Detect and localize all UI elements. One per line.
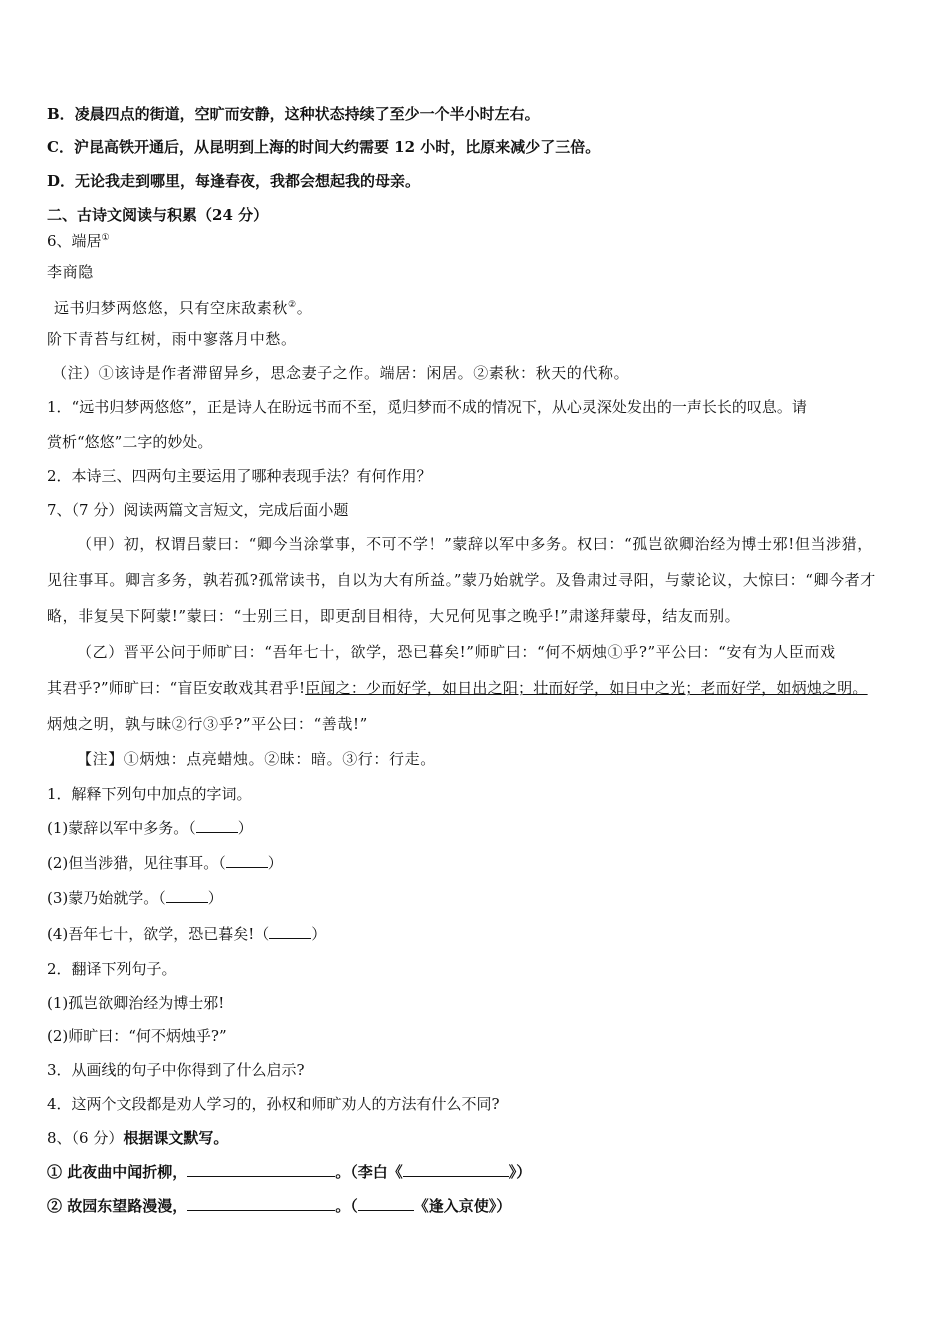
answer-blank-2[interactable] [226, 853, 268, 868]
item-1-text: (1)蒙辞以军中多务。（ [47, 819, 196, 837]
q7-sub1: 1．解释下列句中加点的字词。 [47, 785, 252, 803]
q6-sub1-line2: 赏析“悠悠”二字的妙处。 [47, 433, 213, 451]
item-1-close: ） [237, 819, 253, 837]
passage-yi-line1: （乙）晋平公问于师旷曰：“吾年七十，欲学，恐已暮矣!”师旷曰：“何不炳烛①乎?”平公曰：“安有为人臣而戏 [77, 643, 836, 661]
q7-sub1-item-3 [47, 888, 910, 908]
q8-line1-a: ① 此夜曲中闻折柳， [47, 1163, 188, 1181]
option-b: B．凌晨四点的街道，空旷而安静，这种状态持续了至少一个半小时左右。 [47, 105, 540, 123]
item-4-text: (4)吾年七十，欲学，恐已暮矣!（ [47, 925, 270, 943]
option-d: D．无论我走到哪里，每逢春夜，我都会想起我的母亲。 [47, 172, 421, 190]
passage-jia-line3: 略，非复吴下阿蒙!”蒙曰：“士别三日，即更刮目相待，大兄何见事之晚乎!”肃遂拜蒙母，结友而别。 [47, 607, 741, 625]
passage-note: 【注】①炳烛：点亮蜡烛。②昧：暗。③行：行走。 [77, 750, 436, 768]
q7-title: 7、（7 分）阅读两篇文言短文，完成后面小题 [47, 501, 349, 519]
q8-blank-3[interactable] [187, 1196, 335, 1211]
poem-author: 李商隐 [47, 263, 94, 281]
poem-line-2: 阶下青苔与红树，雨中寥落月中愁。 [47, 330, 297, 348]
q8-title-prefix: 8、（6 分） [47, 1129, 124, 1147]
q6-sub1-line1: 1．“远书归梦两悠悠”，正是诗人在盼远书而不至，觅归梦而不成的情况下，从心灵深处发出的一声长长的叹息。请 [47, 398, 807, 416]
passage-yi-line2-plain: 其君乎?”师旷曰：“盲臣安敢戏其君乎! [47, 679, 306, 697]
q8-line2-a: ② 故园东望路漫漫， [47, 1197, 188, 1215]
passage-yi-line2 [47, 678, 910, 698]
q7-sub3: 3．从画线的句子中你得到了什么启示? [47, 1061, 305, 1079]
section-2-title: 二、古诗文阅读与积累（24 分） [47, 206, 269, 224]
underlined-sentence: 臣闻之：少而好学，如日出之阳；壮而好学，如日中之光；老而好学，如炳烛之明。 [305, 679, 868, 697]
q6-sub2: 2．本诗三、四两句主要运用了哪种表现手法？有何作用？ [47, 467, 432, 485]
q8-line-2 [47, 1196, 910, 1216]
item-3-close: ） [207, 889, 223, 907]
poem-line-1 [54, 295, 910, 318]
item-2-close: ） [267, 854, 283, 872]
item-2-text: (2)但当涉猎，见往事耳。（ [47, 854, 226, 872]
q7-sub1-item-2 [47, 853, 910, 873]
q7-sub1-item-4 [47, 924, 910, 944]
poem-note-mark: ② [288, 300, 297, 310]
q8-blank-2[interactable] [403, 1162, 509, 1177]
passage-jia-line2: 见往事耳。卿言多务，孰若孤?孤常读书，自以为大有所益。”蒙乃始就学。及鲁肃过寻阳，与蒙论议，大惊曰：“卿今者才 [47, 571, 876, 589]
q6-title-text: 6、端居 [47, 232, 102, 250]
q8-blank-1[interactable] [187, 1162, 335, 1177]
q7-sub4: 4．这两个文段都是劝人学习的，孙权和师旷劝人的方法有什么不同? [47, 1095, 500, 1113]
answer-blank-1[interactable] [196, 818, 238, 833]
q7-sub2: 2．翻译下列句子。 [47, 960, 177, 978]
q8-blank-4[interactable] [358, 1196, 414, 1211]
answer-blank-3[interactable] [166, 888, 208, 903]
poem-line-1-end: 。 [296, 299, 313, 317]
option-c: C．沪昆高铁开通后，从昆明到上海的时间大约需要 12 小时，比原来减少了三倍。 [47, 138, 601, 156]
passage-yi-line3: 炳烛之明，孰与昧②行③乎?”平公曰：“善哉!” [47, 715, 368, 733]
answer-blank-4[interactable] [269, 924, 311, 939]
q8-line1-c: 》） [508, 1163, 532, 1181]
q8-line1-b: 。（李白《 [335, 1163, 403, 1181]
q8-line2-c: 《逢入京使》） [413, 1197, 512, 1215]
q6-title [47, 228, 910, 251]
q8-title [47, 1128, 910, 1148]
q7-sub2-item-2: (2)师旷曰：“何不炳烛乎?” [47, 1027, 227, 1045]
item-4-close: ） [311, 925, 327, 943]
q8-line2-b: 。（ [335, 1197, 358, 1215]
poem-note: （注）①该诗是作者滞留异乡，思念妻子之作。端居：闲居。②素秋：秋天的代称。 [52, 364, 630, 382]
item-3-text: (3)蒙乃始就学。（ [47, 889, 166, 907]
q8-title-bold: 根据课文默写。 [123, 1129, 229, 1147]
passage-jia-line1: （甲）初，权谓吕蒙曰：“卿今当涂掌事，不可不学！”蒙辞以军中多务。权曰：“孤岂欲卿治经为博士邪!但当涉猎， [77, 535, 873, 553]
q7-sub1-item-1 [47, 818, 910, 838]
q8-line-1 [47, 1162, 910, 1182]
poem-line-1-text: 远书归梦两悠悠，只有空床敌素秋 [54, 299, 289, 317]
q7-sub2-item-1: (1)孤岂欲卿治经为博士邪! [47, 994, 225, 1012]
q6-note-mark: ① [101, 233, 110, 243]
